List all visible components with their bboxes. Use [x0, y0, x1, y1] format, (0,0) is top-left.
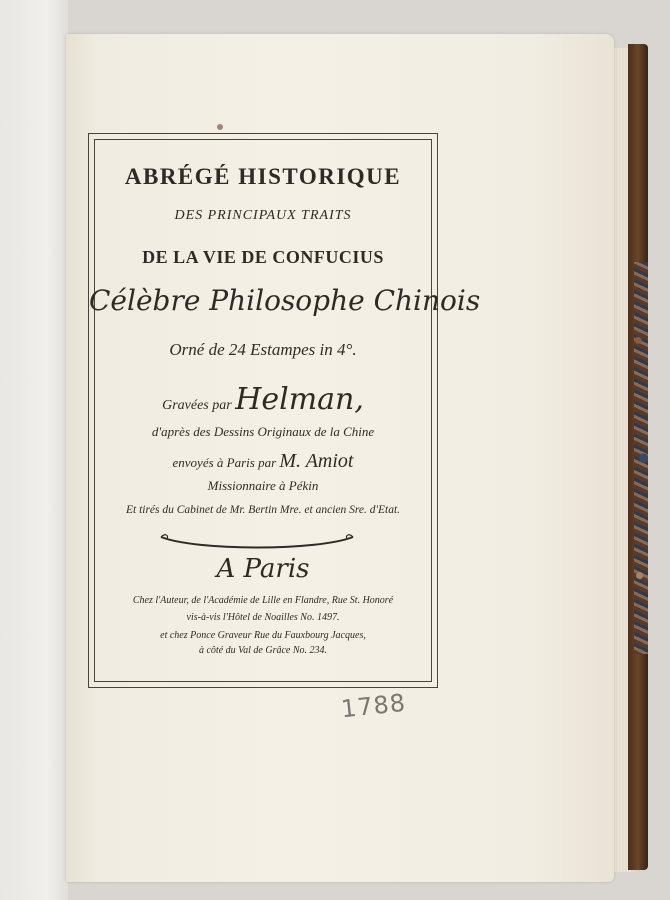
- address-line-3: et chez Ponce Graveur Rue du Fauxbourg Jacques,: [160, 630, 366, 641]
- sent-by-prefix: envoyés à Paris par: [172, 455, 277, 470]
- engraver-prefix: Gravées par: [162, 398, 232, 413]
- imprint-city: A Paris: [216, 554, 310, 584]
- engraved-frame: [88, 133, 481, 688]
- title-main: ABRÉGÉ HISTORIQUE: [124, 164, 402, 189]
- address-line-4: à côté du Val de Grâce No. 234.: [198, 645, 328, 656]
- missionary-line: Missionnaire à Pékin: [207, 478, 319, 493]
- title-script: Célèbre Philosophe Chinois: [89, 284, 481, 317]
- engraver-name: Helman,: [235, 382, 364, 417]
- address-line-2: vis-à-vis l'Hôtel de Noailles No. 1497.: [186, 612, 340, 623]
- pencil-date-note: 1788: [339, 688, 408, 724]
- sent-by-line: [89, 450, 437, 473]
- cabinet-line: Et tirés du Cabinet de Mr. Bertin Mre. et ancien Sre. d'Etat.: [125, 504, 401, 516]
- sent-by-name: M. Amiot: [279, 450, 354, 472]
- marbled-endpaper: [634, 262, 648, 654]
- title-sub-2: DE LA VIE DE CONFUCIUS: [142, 247, 384, 267]
- address-line-1: Chez l'Auteur, de l'Académie de Lille en Flandre, Rue St. Honoré: [132, 595, 394, 606]
- title-sub-1: DES PRINCIPAUX TRAITS: [174, 208, 352, 223]
- engraver-line: [89, 382, 437, 417]
- plates-note: Orné de 24 Estampes in 4°.: [169, 340, 357, 359]
- facing-page: [0, 0, 68, 900]
- flourish-ornament: [157, 531, 357, 551]
- drawings-line: d'après des Dessins Originaux de la Chine: [151, 424, 375, 439]
- foxing-spot: [217, 124, 223, 130]
